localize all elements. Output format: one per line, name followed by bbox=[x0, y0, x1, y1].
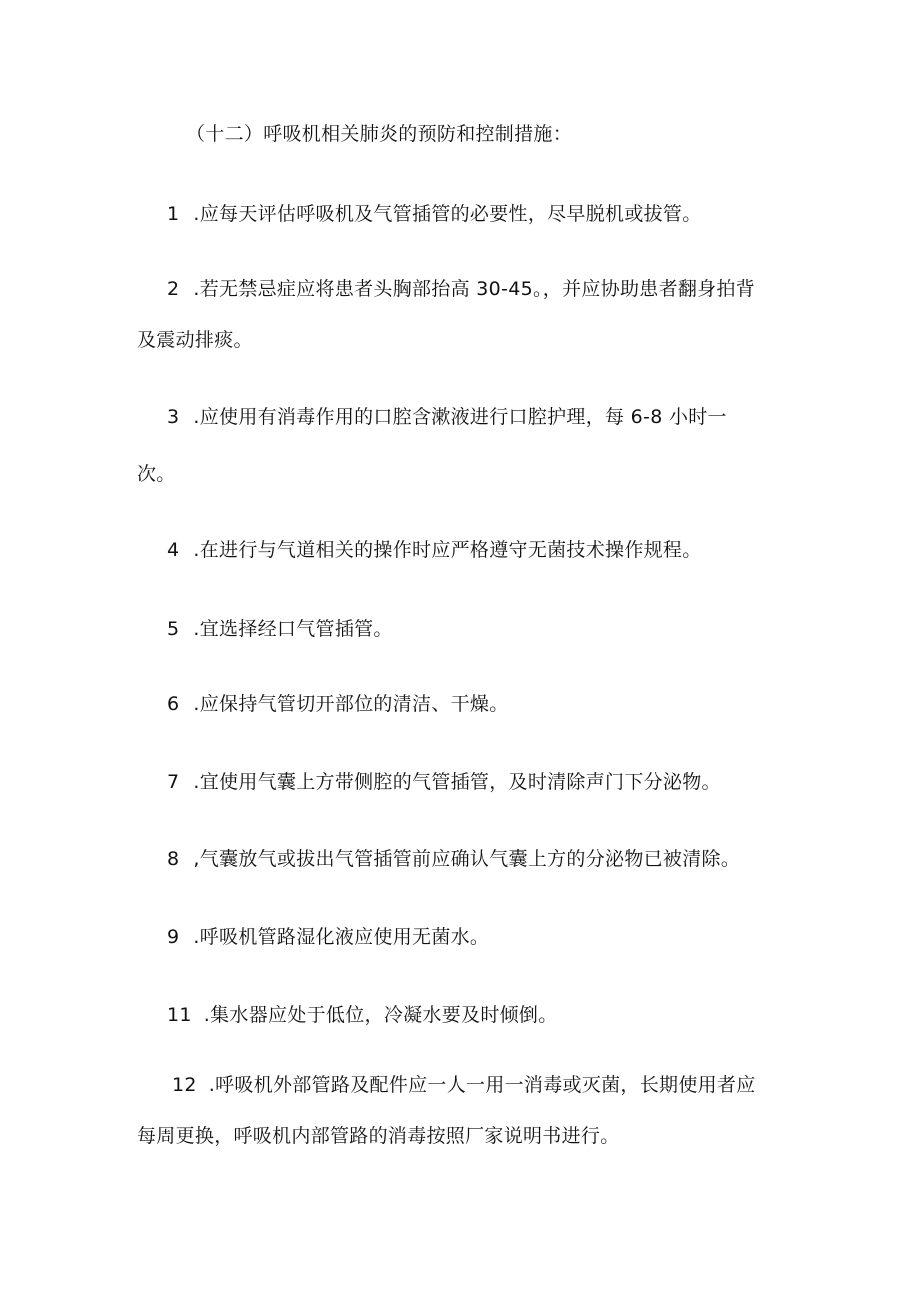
item-number: 7 bbox=[167, 771, 180, 793]
item-text: .宜选择经口气管插管。 bbox=[193, 618, 393, 640]
item-number: 3 bbox=[167, 406, 180, 428]
item-text: .在进行与气道相关的操作时应严格遵守无菌技术操作规程。 bbox=[193, 539, 702, 561]
list-item-9 bbox=[167, 925, 489, 949]
item-text: .应每天评估呼吸机及气管插管的必要性，尽早脱机或拔管。 bbox=[193, 203, 702, 225]
list-item-4 bbox=[167, 538, 702, 562]
item-text: .呼吸机管路湿化液应使用无菌水。 bbox=[193, 926, 490, 948]
item-number: 8 bbox=[167, 848, 180, 870]
item-text: .若无禁忌症应将患者头胸部抬高 30-45。，并应协助患者翻身拍背 bbox=[193, 278, 756, 300]
item-text: .应保持气管切开部位的清洁、干燥。 bbox=[193, 693, 509, 715]
list-item-6 bbox=[167, 692, 509, 716]
list-item-12-continuation: 每周更换，呼吸机内部管路的消毒按照厂家说明书进行。 bbox=[137, 1125, 620, 1147]
item-number: 2 bbox=[167, 278, 180, 300]
item-number: 5 bbox=[167, 618, 180, 640]
list-item-7 bbox=[167, 770, 721, 794]
item-number: 1 bbox=[167, 203, 180, 225]
item-number: 6 bbox=[167, 693, 180, 715]
item-text: .呼吸机外部管路及配件应一人一用一消毒或灭菌，长期使用者应 bbox=[208, 1074, 756, 1096]
item-text: .集水器应处于低位，冷凝水要及时倾倒。 bbox=[203, 1004, 558, 1026]
item-number: 11 bbox=[167, 1004, 192, 1026]
list-item-3 bbox=[167, 405, 727, 429]
item-number: 12 bbox=[172, 1074, 197, 1096]
list-item-3-continuation: 次。 bbox=[137, 463, 176, 485]
list-item-12 bbox=[172, 1073, 756, 1097]
item-text: .宜使用气囊上方带侧腔的气管插管，及时清除声门下分泌物。 bbox=[193, 771, 721, 793]
item-number: 4 bbox=[167, 539, 180, 561]
list-item-11 bbox=[167, 1003, 558, 1027]
item-text: ,气囊放气或拔出气管插管前应确认气囊上方的分泌物已被清除。 bbox=[193, 848, 741, 870]
list-item-2 bbox=[167, 277, 755, 301]
section-heading: （十二）呼吸机相关肺炎的预防和控制措施： bbox=[186, 123, 573, 145]
list-item-8 bbox=[167, 847, 740, 871]
list-item-1 bbox=[167, 202, 702, 226]
list-item-5 bbox=[167, 617, 393, 641]
item-text: .应使用有消毒作用的口腔含漱液进行口腔护理，每 6-8 小时一 bbox=[193, 406, 727, 428]
item-number: 9 bbox=[167, 926, 180, 948]
list-item-2-continuation: 及震动排痰。 bbox=[137, 329, 253, 351]
